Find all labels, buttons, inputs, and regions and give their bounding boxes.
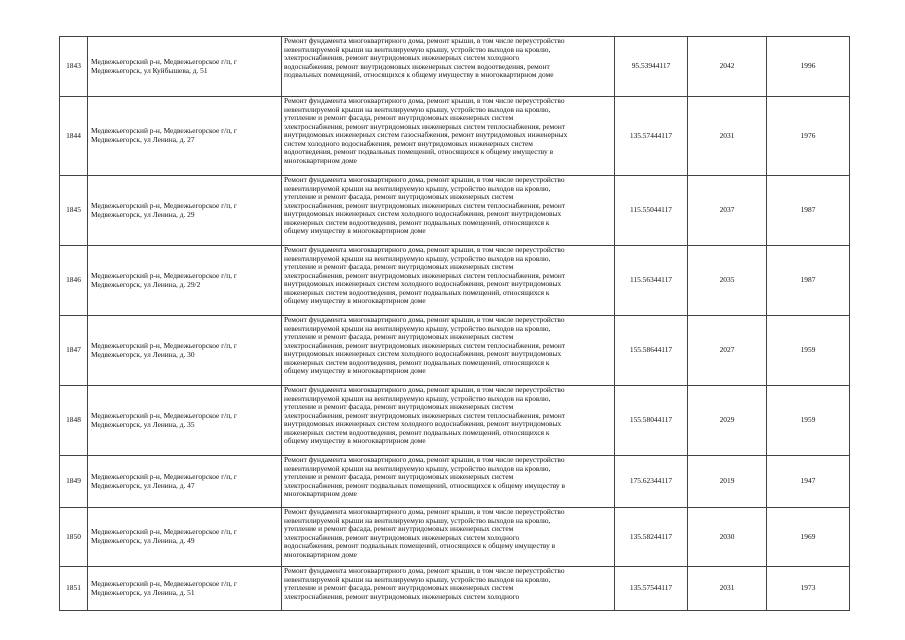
value-cell: 155.58044117 bbox=[615, 386, 688, 456]
value-cell: 135.57544117 bbox=[615, 567, 688, 611]
address-cell: Медвежьегорский р-н, Медвежьегорское г/п, г Медвежьегорск, ул Куйбышева, д. 51 bbox=[88, 37, 282, 97]
repair-works-cell: Ремонт фундамента многоквартирного дома, ремонт крыши, в том числе переустройство невентилируемой крыши на вентилируемую крышу, устройство выходов на кровлю, утепление и ремонт фасада, ремонт внутридомовых инженерных систем электроснабжения, ремонт внутридомовых инженерных систем теплоснабжения, ремонт внутридомовых инженерных систем холодного водоснабжения, ремонт внутридомовых инженерных систем водоотведения, ремонт подвальных помещений, относящихся к общему имуществу в многоквартирном доме bbox=[282, 176, 615, 246]
planned-year-cell: 2030 bbox=[688, 508, 767, 567]
repair-works-cell: Ремонт фундамента многоквартирного дома, ремонт крыши, в том числе переустройство невентилируемой крыши на вентилируемую крышу, устройство выходов на кровлю, утепление и ремонт фасада, ремонт внутридомовых инженерных систем электроснабжения, ремонт внутридомовых инженерных систем теплоснабжения, ремонт внутридомовых инженерных систем газоснабжения, ремонт внутридомовых инженерных систем холодного водоснабжения, ремонт внутридомовых инженерных систем водоотведения, ремонт подвальных помещений, относящихся к общему имуществу в многоквартирном доме bbox=[282, 97, 615, 176]
value-cell: 115.56344117 bbox=[615, 246, 688, 316]
table-row bbox=[60, 37, 850, 97]
value-cell: 155.58644117 bbox=[615, 316, 688, 386]
table-row bbox=[60, 97, 850, 176]
build-year-cell: 1976 bbox=[767, 97, 850, 176]
row-number: 1846 bbox=[60, 246, 88, 316]
row-number: 1848 bbox=[60, 386, 88, 456]
build-year-cell: 1959 bbox=[767, 386, 850, 456]
planned-year-cell: 2019 bbox=[688, 456, 767, 508]
build-year-cell: 1987 bbox=[767, 176, 850, 246]
table-row bbox=[60, 246, 850, 316]
build-year-cell: 1996 bbox=[767, 37, 850, 97]
address-cell: Медвежьегорский р-н, Медвежьегорское г/п, г Медвежьегорск, ул Ленина, д. 35 bbox=[88, 386, 282, 456]
repair-works-cell: Ремонт фундамента многоквартирного дома, ремонт крыши, в том числе переустройство невентилируемой крыши на вентилируемую крышу, устройство выходов на кровлю, утепление и ремонт фасада, ремонт внутридомовых инженерных систем электроснабжения, ремонт внутридомовых инженерных систем холодного bbox=[282, 567, 615, 611]
row-number: 1851 bbox=[60, 567, 88, 611]
planned-year-cell: 2031 bbox=[688, 97, 767, 176]
table-row bbox=[60, 176, 850, 246]
table-row bbox=[60, 567, 850, 611]
address-cell: Медвежьегорский р-н, Медвежьегорское г/п, г Медвежьегорск, ул Ленина, д. 27 bbox=[88, 97, 282, 176]
table-row bbox=[60, 316, 850, 386]
table-row bbox=[60, 456, 850, 508]
planned-year-cell: 2037 bbox=[688, 176, 767, 246]
address-cell: Медвежьегорский р-н, Медвежьегорское г/п, г Медвежьегорск, ул Ленина, д. 29/2 bbox=[88, 246, 282, 316]
address-cell: Медвежьегорский р-н, Медвежьегорское г/п, г Медвежьегорск, ул Ленина, д. 47 bbox=[88, 456, 282, 508]
address-cell: Медвежьегорский р-н, Медвежьегорское г/п, г Медвежьегорск, ул Ленина, д. 30 bbox=[88, 316, 282, 386]
planned-year-cell: 2027 bbox=[688, 316, 767, 386]
row-number: 1843 bbox=[60, 37, 88, 97]
address-cell: Медвежьегорский р-н, Медвежьегорское г/п, г Медвежьегорск, ул Ленина, д. 51 bbox=[88, 567, 282, 611]
value-cell: 95.53944117 bbox=[615, 37, 688, 97]
value-cell: 115.55044117 bbox=[615, 176, 688, 246]
row-number: 1847 bbox=[60, 316, 88, 386]
address-cell: Медвежьегорский р-н, Медвежьегорское г/п, г Медвежьегорск, ул Ленина, д. 29 bbox=[88, 176, 282, 246]
row-number: 1845 bbox=[60, 176, 88, 246]
build-year-cell: 1973 bbox=[767, 567, 850, 611]
planned-year-cell: 2042 bbox=[688, 37, 767, 97]
repair-works-cell: Ремонт фундамента многоквартирного дома, ремонт крыши, в том числе переустройство невентилируемой крыши на вентилируемую крышу, устройство выходов на кровлю, утепление и ремонт фасада, ремонт внутридомовых инженерных систем электроснабжения, ремонт внутридомовых инженерных систем холодного водоснабжения, ремонт подвальных помещений, относящихся к общему имуществу в многоквартирном доме bbox=[282, 508, 615, 567]
value-cell: 135.57444117 bbox=[615, 97, 688, 176]
value-cell: 135.58244117 bbox=[615, 508, 688, 567]
row-number: 1850 bbox=[60, 508, 88, 567]
repair-works-cell: Ремонт фундамента многоквартирного дома, ремонт крыши, в том числе переустройство невентилируемой крыши на вентилируемую крышу, устройство выходов на кровлю, утепление и ремонт фасада, ремонт внутридомовых инженерных систем электроснабжения, ремонт внутридомовых инженерных систем теплоснабжения, ремонт внутридомовых инженерных систем холодного водоснабжения, ремонт внутридомовых инженерных систем водоотведения, ремонт подвальных помещений, относящихся к общему имуществу в многоквартирном доме bbox=[282, 316, 615, 386]
repair-works-cell: Ремонт фундамента многоквартирного дома, ремонт крыши, в том числе переустройство невентилируемой крыши на вентилируемую крышу, устройство выходов на кровлю, утепление и ремонт фасада, ремонт внутридомовых инженерных систем электроснабжения, ремонт внутридомовых инженерных систем теплоснабжения, ремонт внутридомовых инженерных систем холодного водоснабжения, ремонт внутридомовых инженерных систем водоотведения, ремонт подвальных помещений, относящихся к общему имуществу в многоквартирном доме bbox=[282, 246, 615, 316]
build-year-cell: 1969 bbox=[767, 508, 850, 567]
planned-year-cell: 2035 bbox=[688, 246, 767, 316]
housing-repair-table bbox=[59, 36, 850, 611]
planned-year-cell: 2031 bbox=[688, 567, 767, 611]
row-number: 1849 bbox=[60, 456, 88, 508]
repair-works-cell: Ремонт фундамента многоквартирного дома, ремонт крыши, в том числе переустройство невентилируемой крыши на вентилируемую крышу, устройство выходов на кровлю, утепление и ремонт фасада, ремонт внутридомовых инженерных систем электроснабжения, ремонт подвальных помещений, относящихся к общему имуществу в многоквартирном доме bbox=[282, 456, 615, 508]
build-year-cell: 1947 bbox=[767, 456, 850, 508]
row-number: 1844 bbox=[60, 97, 88, 176]
table-row bbox=[60, 508, 850, 567]
planned-year-cell: 2029 bbox=[688, 386, 767, 456]
build-year-cell: 1959 bbox=[767, 316, 850, 386]
value-cell: 175.62344117 bbox=[615, 456, 688, 508]
build-year-cell: 1987 bbox=[767, 246, 850, 316]
repair-works-cell: Ремонт фундамента многоквартирного дома, ремонт крыши, в том числе переустройство невентилируемой крыши на вентилируемую крышу, устройство выходов на кровлю, электроснабжения, ремонт внутридомовых инженерных систем холодного водоснабжения, ремонт внутридомовых инженерных систем водоотведения, ремонт подвальных помещений, относящихся к общему имуществу в многоквартирном доме bbox=[282, 37, 615, 97]
address-cell: Медвежьегорский р-н, Медвежьегорское г/п, г Медвежьегорск, ул Ленина, д. 49 bbox=[88, 508, 282, 567]
repair-works-cell: Ремонт фундамента многоквартирного дома, ремонт крыши, в том числе переустройство невентилируемой крыши на вентилируемую крышу, устройство выходов на кровлю, утепление и ремонт фасада, ремонт внутридомовых инженерных систем электроснабжения, ремонт внутридомовых инженерных систем теплоснабжения, ремонт внутридомовых инженерных систем холодного водоснабжения, ремонт внутридомовых инженерных систем водоотведения, ремонт подвальных помещений, относящихся к общему имуществу в многоквартирном доме bbox=[282, 386, 615, 456]
table-row bbox=[60, 386, 850, 456]
